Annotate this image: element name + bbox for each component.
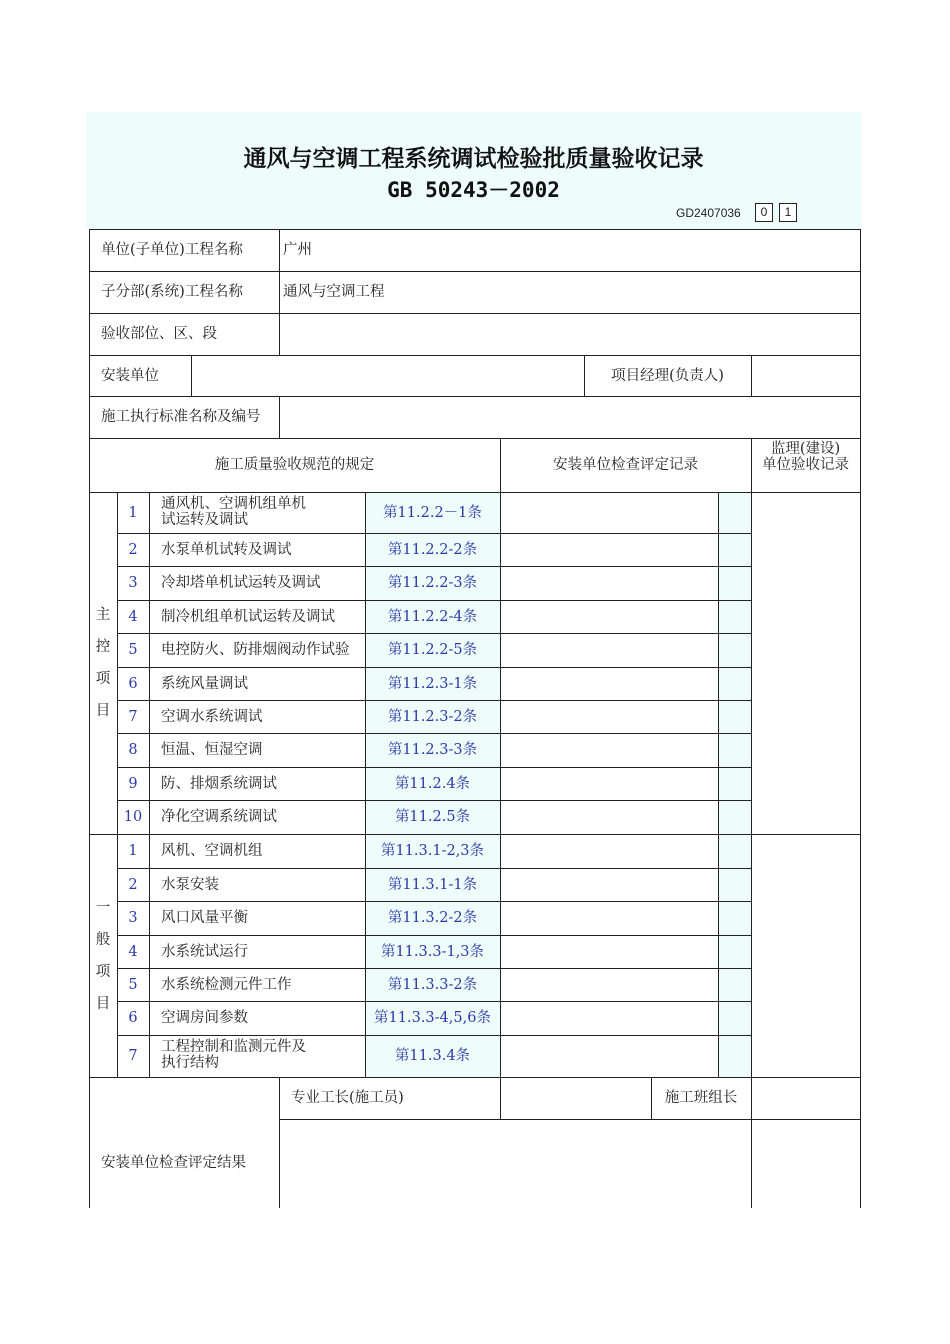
foreman-field[interactable] bbox=[501, 1078, 651, 1119]
general-label-char: 目 bbox=[95, 995, 111, 1012]
project-manager-label: 项目经理(负责人) bbox=[611, 368, 724, 384]
general-item-name: 执行结构 bbox=[161, 1055, 219, 1071]
general-check-record[interactable] bbox=[501, 902, 718, 935]
grid-line bbox=[149, 492, 150, 834]
acceptance-part-field[interactable] bbox=[280, 314, 860, 355]
main-control-item-name: 电控防火、防排烟阀动作试验 bbox=[161, 642, 350, 658]
main-control-label-char: 项 bbox=[95, 671, 111, 687]
grid-line bbox=[149, 834, 150, 1077]
main-control-item-no: 7 bbox=[128, 708, 138, 725]
general-item-name: 空调房间参数 bbox=[161, 1010, 248, 1026]
cell-shade bbox=[719, 835, 751, 1077]
main-control-item-no: 1 bbox=[128, 504, 138, 521]
general-check-record[interactable] bbox=[501, 1036, 718, 1077]
team-leader-field[interactable] bbox=[752, 1078, 860, 1119]
grid-line bbox=[89, 492, 861, 493]
grid-line bbox=[718, 834, 719, 1077]
main-control-item-no: 2 bbox=[128, 541, 138, 558]
general-item-name: 水系统试运行 bbox=[161, 943, 248, 960]
general-check-record[interactable] bbox=[501, 936, 718, 968]
form-box-1[interactable]: 0 bbox=[755, 203, 773, 222]
grid-line bbox=[718, 492, 719, 834]
supervision-header-line2: 单位验收记录 bbox=[762, 457, 849, 473]
main-control-item-name: 制冷机组单机试运转及调试 bbox=[161, 608, 335, 625]
general-item-no: 6 bbox=[128, 1010, 138, 1026]
general-label-char: 项 bbox=[95, 963, 111, 980]
unit-project-field[interactable] bbox=[280, 230, 860, 271]
main-control-item-name: 试运转及调试 bbox=[161, 511, 248, 528]
main-control-check-record[interactable] bbox=[501, 768, 718, 800]
main-control-item-clause: 第11.2.2-2条 bbox=[387, 541, 478, 558]
supervision-header-line1: 监理(建设) bbox=[770, 441, 841, 457]
unit-project-label: 单位(子单位)工程名称 bbox=[101, 242, 243, 258]
cell-shade bbox=[719, 493, 751, 834]
grid-line bbox=[89, 229, 90, 1208]
main-control-label-char: 目 bbox=[95, 703, 111, 719]
main-control-check-record[interactable] bbox=[501, 534, 718, 566]
main-control-item-clause: 第11.2.2－1条 bbox=[383, 504, 482, 521]
main-control-item-no: 8 bbox=[128, 742, 138, 758]
main-control-item-no: 9 bbox=[128, 775, 138, 792]
main-control-item-clause: 第11.2.5条 bbox=[394, 809, 471, 825]
general-item-clause: 第11.3.3-4,5,6条 bbox=[374, 1010, 491, 1026]
result-label: 安装单位检查评定结果 bbox=[101, 1155, 246, 1171]
general-item-clause: 第11.3.1-1条 bbox=[387, 876, 478, 893]
acceptance-part-label: 验收部位、区、段 bbox=[101, 326, 217, 342]
general-item-clause: 第11.3.4条 bbox=[394, 1048, 471, 1064]
general-item-no: 3 bbox=[128, 910, 138, 926]
main-control-item-no: 10 bbox=[123, 809, 143, 825]
general-item-name: 水系统检测元件工作 bbox=[161, 976, 292, 993]
general-item-name: 水泵安装 bbox=[161, 876, 219, 893]
main-control-item-name: 水泵单机试转及调试 bbox=[161, 541, 292, 558]
main-control-check-record[interactable] bbox=[501, 668, 718, 700]
main-control-item-name: 通风机、空调机组单机 bbox=[161, 495, 306, 512]
main-control-check-record[interactable] bbox=[501, 493, 718, 533]
unit-project-value[interactable]: 广州 bbox=[283, 242, 312, 258]
general-item-name: 工程控制和监测元件及 bbox=[161, 1039, 306, 1055]
main-control-supervision-record[interactable] bbox=[752, 493, 860, 834]
general-check-record[interactable] bbox=[501, 1002, 718, 1035]
main-control-item-clause: 第11.2.2-3条 bbox=[387, 575, 478, 591]
standard-name-field[interactable] bbox=[280, 397, 860, 438]
grid-line bbox=[89, 438, 861, 439]
general-check-record[interactable] bbox=[501, 835, 718, 868]
general-item-no: 7 bbox=[128, 1048, 138, 1064]
standard-name-label: 施工执行标准名称及编号 bbox=[101, 409, 261, 425]
general-label-char: 般 bbox=[95, 931, 111, 948]
main-control-item-no: 3 bbox=[128, 575, 138, 591]
install-unit-label: 安装单位 bbox=[101, 368, 159, 384]
general-item-no: 4 bbox=[128, 943, 138, 960]
main-control-item-no: 5 bbox=[128, 642, 138, 658]
main-control-label-char: 主 bbox=[95, 607, 111, 623]
standard-number: GB 50243－2002 bbox=[387, 178, 560, 202]
main-control-check-record[interactable] bbox=[501, 634, 718, 667]
team-leader-label: 施工班组长 bbox=[664, 1090, 738, 1106]
main-control-item-clause: 第11.2.3-3条 bbox=[387, 742, 478, 758]
main-control-check-record[interactable] bbox=[501, 734, 718, 767]
grid-line bbox=[89, 271, 861, 272]
main-control-item-name: 空调水系统调试 bbox=[161, 708, 263, 725]
general-item-clause: 第11.3.3-1,3条 bbox=[380, 943, 485, 960]
form-box-2[interactable]: 1 bbox=[779, 203, 797, 222]
general-label-char: 一 bbox=[95, 899, 111, 916]
general-check-record[interactable] bbox=[501, 969, 718, 1001]
main-control-item-name: 恒温、恒湿空调 bbox=[161, 742, 263, 758]
main-control-item-no: 4 bbox=[128, 608, 138, 625]
sub-division-label: 子分部(系统)工程名称 bbox=[101, 284, 243, 300]
general-item-no: 2 bbox=[128, 876, 138, 893]
general-supervision-record[interactable] bbox=[752, 835, 860, 1077]
main-control-item-clause: 第11.2.2-4条 bbox=[387, 608, 478, 625]
general-item-name: 风机、空调机组 bbox=[161, 843, 263, 859]
main-control-item-clause: 第11.2.4条 bbox=[394, 775, 471, 792]
main-control-check-record[interactable] bbox=[501, 801, 718, 834]
form-code: GD2407036 bbox=[676, 206, 741, 220]
main-control-item-name: 防、排烟系统调试 bbox=[161, 775, 277, 792]
main-control-item-clause: 第11.2.2-5条 bbox=[387, 642, 478, 658]
main-control-item-clause: 第11.2.3-2条 bbox=[387, 708, 478, 725]
main-control-item-name: 系统风量调试 bbox=[161, 675, 248, 692]
rules-header: 施工质量验收规范的规定 bbox=[214, 457, 375, 473]
main-control-item-name: 冷却塔单机试运转及调试 bbox=[161, 575, 321, 591]
general-item-clause: 第11.3.2-2条 bbox=[387, 910, 478, 926]
general-item-no: 5 bbox=[128, 976, 138, 993]
result-field[interactable] bbox=[280, 1120, 860, 1208]
project-manager-field[interactable] bbox=[752, 356, 860, 396]
main-control-check-record[interactable] bbox=[501, 701, 718, 733]
general-item-name: 风口风量平衡 bbox=[161, 910, 248, 926]
general-check-record[interactable] bbox=[501, 869, 718, 901]
install-check-header: 安装单位检查评定记录 bbox=[553, 457, 698, 473]
general-item-no: 1 bbox=[128, 843, 138, 859]
main-control-check-record[interactable] bbox=[501, 601, 718, 633]
general-item-clause: 第11.3.1-2,3条 bbox=[380, 843, 485, 859]
main-control-item-clause: 第11.2.3-1条 bbox=[387, 675, 478, 692]
grid-line bbox=[89, 1077, 861, 1078]
main-control-label-char: 控 bbox=[95, 639, 111, 655]
form-title: 通风与空调工程系统调试检验批质量验收记录 bbox=[243, 146, 704, 172]
grid-line bbox=[89, 834, 861, 835]
main-control-item-no: 6 bbox=[128, 675, 138, 692]
install-unit-field[interactable] bbox=[192, 356, 584, 396]
sub-division-value[interactable]: 通风与空调工程 bbox=[283, 284, 385, 300]
main-control-check-record[interactable] bbox=[501, 567, 718, 600]
foreman-label: 专业工长(施工员) bbox=[291, 1090, 404, 1106]
general-item-clause: 第11.3.3-2条 bbox=[387, 976, 478, 993]
main-control-item-name: 净化空调系统调试 bbox=[161, 809, 277, 825]
grid-line bbox=[860, 229, 861, 1208]
